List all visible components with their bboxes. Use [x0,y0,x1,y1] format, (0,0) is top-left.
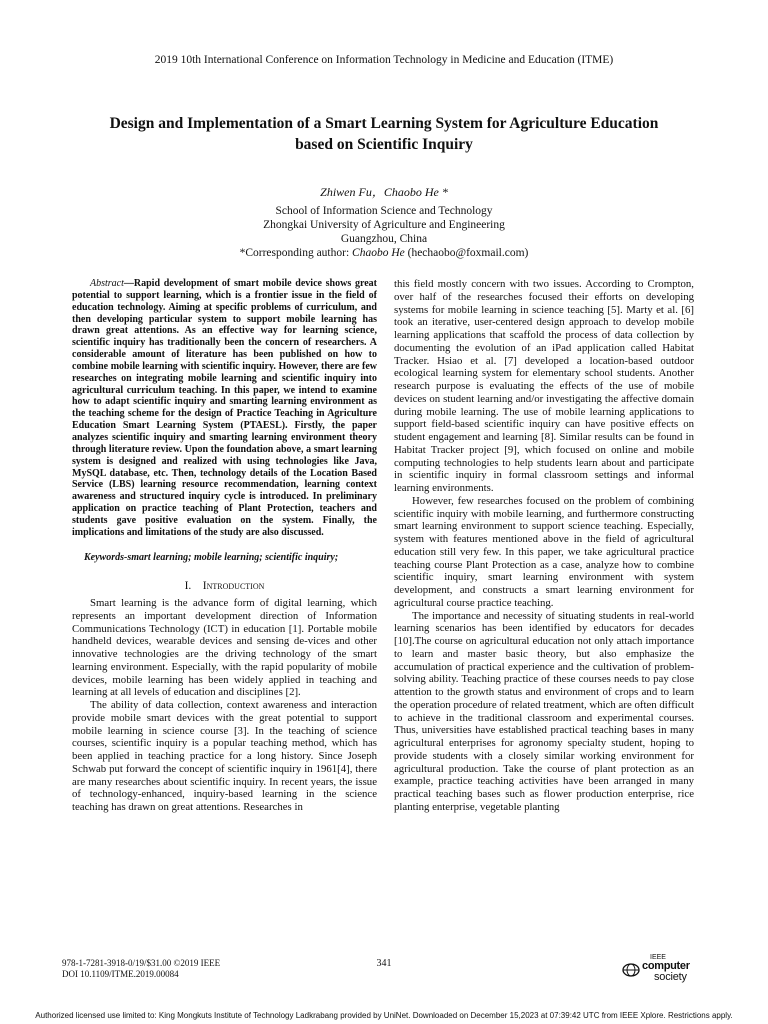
paper-title-line-1: Design and Implementation of a Smart Learning System for Agriculture Education [109,115,659,132]
logo-society-text: society [654,971,687,983]
right-column [394,278,694,814]
footer-doi: DOI 10.1109/ITME.2019.00084 [62,969,179,979]
affiliation-university: Zhongkai University of Agriculture and Engineering [263,219,505,231]
body-paragraph: However, few researches focused on the problem of combining scientific inquiry with mobile learning, and furthermore constructing smart learning environment to support science teaching. Especially, system with features mentioned above in the field of agricultural education still very few. In this paper, we take agricultural practice teaching course Plant Protection as a case, analyze how to combine scientific inquiry, smart learning environment with system development, and constructs a smart learning environment for agricultural course practice teaching. [394,494,694,609]
footer-isbn: 978-1-7281-3918-0/19/$31.00 ©2019 IEEE [62,958,221,968]
corresponding-prefix: *Corresponding author: [239,247,353,259]
section-number: I. [184,580,192,593]
conference-header: 2019 10th International Conference on Information Technology in Medicine and Education (ITME) [154,54,614,66]
abstract-lead: Abstract [90,278,124,289]
corresponding-email: (hechaobo@foxmail.com) [404,247,529,259]
body-paragraph: Smart learning is the advance form of digital learning, which represents an important development direction of Information Communications Technology (ICT) in education [1]. Portable mobile handheld devices, wearable devices and sensing de-vices and other innovative technologies are the driving technology of the smart learning environment. Especially, with the rapid popularity of mobile devices, mobile learning has been widely applied in teaching and learning at all levels of education and disciplines [2]. [72,597,377,699]
body-paragraph: The ability of data collection, context awareness and interaction provide mobile smart devices with the great potential to support mobile learning in science course [3]. In the teaching of science courses, scientific inquiry is a popular teaching method, which has been applied in teaching practice for a long history. Since Joseph Schwab put forward the concept of scientific inquiry in 1961[4], there are many researches about scientific inquiry. In recent years, the issue of technology-enhanced, inquiry-based learning in the science teaching has drawn on great attentions. Researches in [72,699,377,814]
ieee-computer-society-logo [622,954,712,984]
authorization-notice: Authorized licensed use limited to: King Mongkuts Institute of Technology Ladkrabang provided by UniNet. Downloaded on December 15,2023 at 07:39:42 UTC from IEEE Xplore. Restrictions apply. [35,1011,733,1020]
page-number: 341 [376,958,392,969]
paper-title [60,113,708,155]
abstract [72,278,377,539]
affiliation-block [0,204,768,260]
corresponding-name: Chaobo He [352,247,405,259]
computer-society-mark-icon [622,963,640,977]
affiliation-school: School of Information Science and Technology [275,205,493,217]
section-title: Introduction [202,580,265,593]
affiliation-location: Guangzhou, China [340,233,428,245]
author-list: Zhiwen Fu，Chaobo He * [320,185,448,199]
body-paragraph: The importance and necessity of situating students in real-world learning scenarios has been identified by educators for decades [10].The course on agricultural education not only attach importance to learn and master basic theory, but also emphasize the accumulation of practical experience and the cultivation of problem-solving ability. Teaching practice of these courses needs to pay close attention to the growth status and environment of crops and to learn the operation procedure of related treatment, which are often difficult to achieve in the traditional classroom and experimental courses. Thus, universities have established practical teaching bases in many agricultural enterprises for agronomy specialty student, hoping to provide students with a closely similar working environment for agricultural production. Take the course of plant protection as an example, practice teaching activities have been arranged in many practical teaching bases such as flower production enterprise, rice planting enterprise, vegetable planting [394,609,694,813]
body-paragraph: this field mostly concern with two issues. According to Crompton, over half of the researches focused their efforts on developing systems for mobile learning in science teaching [5]. Marty et al. [6] took an iterative, user-centered design approach to develop mobile learning applications that scaffold the process of data collection by documenting the evolution of an iPad application called Habitat Tracker. Hsiao et al. [7] developed a location-based outdoor ecological learning system for elementary school students. Another research purpose is evaluating the effects of the use of mobile devices on student learning and/or investigating the affective domain during mobile learning. The use of mobile learning applications to support field-based scientific inquiry can have positive effects on student engagement and learning [8]. Similar results can be found in Habitat Tracker project [9], which focused on online and mobile computing technologies to help students learn about and participate in scientific inquiry in formal classroom settings and informal learning environments. [394,278,694,494]
keywords: Keywords-smart learning; mobile learning; scientific inquiry; [84,551,339,563]
logo-computer-text: computer [642,960,690,972]
logo-ieee-text: IEEE [650,954,666,961]
corresponding-author [0,246,768,260]
section-heading-introduction [72,580,377,593]
abstract-body: —Rapid development of smart mobile device shows great potential to support learning, which is a frontier issue in the field of education technology. Aiming at specific problems of curriculum, and then developing particular system to support mobile learning has drawn great attentions. As an effective way for learning science, scientific inquiry has traditionally been the concern of researchers. A considerable amount of literature has been published on how to combine mobile learning with scientific inquiry. However, there are few researches on integrating mobile learning and scientific inquiry into agricultural curriculum teaching. In this paper, we intend to examine how to adapt scientific inquiry and smarting learning environment as the teaching scheme for the design of Practice Teaching in Agriculture Education Smart Learning System (PTAESL). Firstly, the paper analyzes scientific inquiry and smarting learning environment theory through literature review. Upon the foundation above, a smart learning system is designed and realized with using technologies like Java, MySQL database, etc. Then, technology details of the Location Based Service (LBS) learning resource recommendation, learning context awareness and structured inquiry cycle is introduced. In preliminary application on practice teaching of Plant Protection, teachers and students gave positive evaluation on the system. Finally, the implications and limitations of the study are also discussed. [72,278,377,538]
left-column [72,278,377,814]
paper-title-line-2: based on Scientific Inquiry [295,136,473,153]
